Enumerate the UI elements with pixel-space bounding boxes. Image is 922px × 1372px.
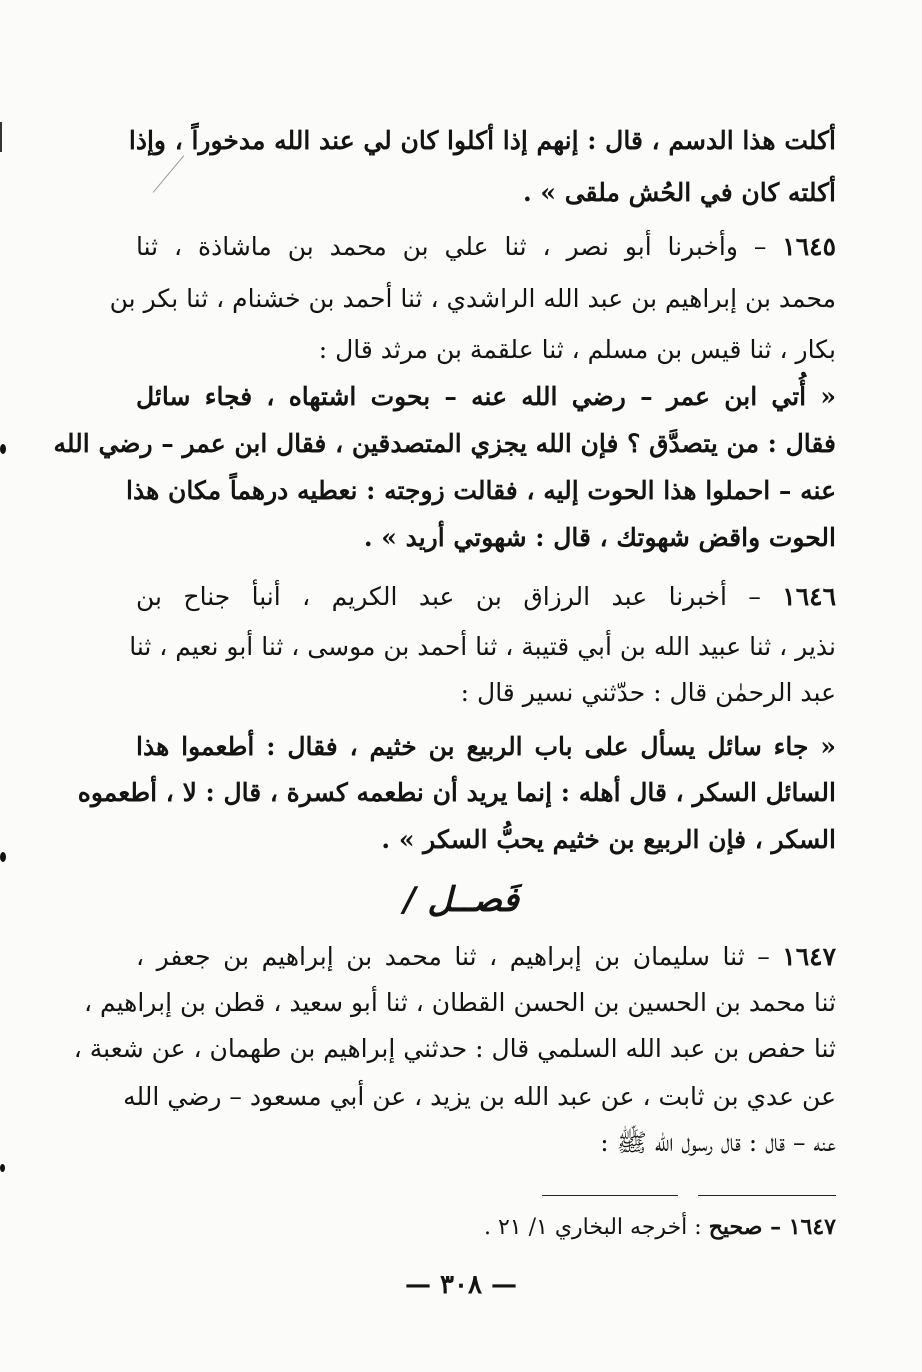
text-line: بكار ، ثنا قيس بن مسلم ، ثنا علقمة بن مرثد قال : [318,335,836,364]
hadith-number: ١٦٤٦ [782,582,836,611]
text-line: ثنا محمد بن الحسين بن الحسن القطان ، ثنا أبو سعيد ، قطن بن إبراهيم ، [83,988,836,1017]
text-line: عبد الرحمٰن قال : حدّثني نسير قال : [460,678,836,707]
text-line: ثنا حفص بن عبد الله السلمي قال : حدثني إبراهيم بن طهمان ، عن شعبة ، [73,1034,836,1063]
hadith-number: ١٦٤٥ [782,232,836,261]
scan-mark [0,444,6,454]
text-line: فقال : من يتصدَّق ؟ فإن الله يجزي المتصدقين ، فقال ابن عمر – رضي الله [53,429,836,458]
page-number: — ٣٠٨ — [404,1270,518,1300]
text-line: نذير ، ثنا عبيد الله بن أبي قتيبة ، ثنا أحمد بن موسى ، ثنا أبو نعيم ، ثنا [129,632,836,661]
text-line: « جاء سائل يسأل على باب الربيع بن خثيم ، فقال : أطعموا هذا [136,732,836,761]
text-line: « أُتي ابن عمر – رضي الله عنه – بحوت اشتهاه ، فجاء سائل [136,382,836,411]
footnote-rule [542,1195,678,1196]
section-heading: فَصــل / [403,880,519,920]
footnote-text: : أخرجه البخاري ١/ ٢١ . [483,1215,709,1240]
text-line: السكر ، فإن الربيع بن خثيم يحبُّ السكر » . [381,825,836,854]
footnote-grade: – صحيح [708,1214,789,1240]
scan-stroke [0,122,2,152]
scan-mark [0,852,6,862]
footnote-rule [698,1195,836,1196]
text-line: السائل السكر ، قال أهله : إنما يريد أن نطعمه كسرة ، قال : لا ، أطعموه [77,778,836,807]
text-line: ١٦٤٦ – أخبرنا عبد الرزاق بن عبد الكريم ، أنبأ جناح بن [136,582,836,611]
text-line: أكلت هذا الدسم ، قال : إنهم إذا أكلوا كان لي عند الله مدخوراً ، وإذا [128,126,836,155]
footnote-number: ١٦٤٧ [788,1214,836,1240]
text-line: ١٦٤٧ – ثنا سليمان بن إبراهيم ، ثنا محمد بن إبراهيم بن جعفر ، [136,942,836,971]
text-line: محمد بن إبراهيم بن عبد الله الراشدي ، ثنا أحمد بن خشنام ، ثنا بكر بن [109,284,836,313]
text-line: الحوت واقض شهوتك ، قال : شهوتي أريد » . [363,523,836,552]
hadith-number: ١٦٤٧ [782,942,836,971]
scan-mark [0,1164,5,1172]
text-line: ١٦٤٥ – وأخبرنا أبو نصر ، ثنا علي بن محمد بن ماشاذة ، ثنا [136,232,836,261]
footnote [136,1212,836,1243]
text-line: أكلته كان في الحُش ملقى » . [522,178,836,207]
text-line: عن عدي بن ثابت ، عن عبد الله بن يزيد ، عن أبي مسعود – رضي الله [123,1082,836,1111]
text-line: عنه – قال : قال رسول الله ﷺ : [600,1128,836,1157]
text-line: عنه – احملوا هذا الحوت إليه ، فقالت زوجته : نعطيه درهماً مكان هذا [126,476,836,505]
